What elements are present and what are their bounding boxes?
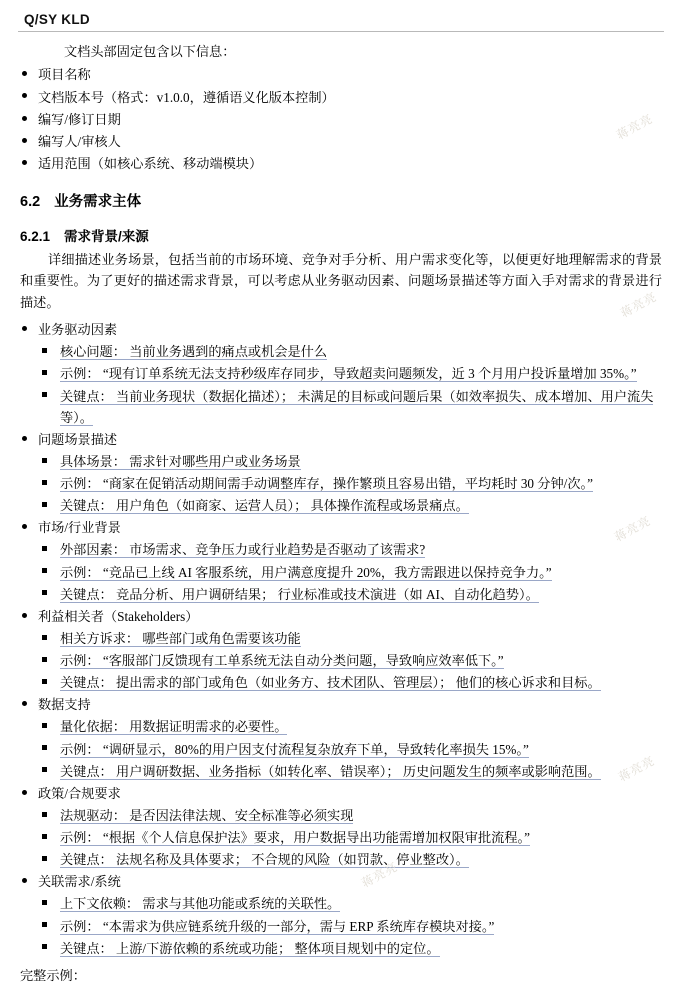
list-item bbox=[18, 319, 664, 428]
group-label: 关联需求/系统 bbox=[38, 874, 121, 890]
list-item-label: 外部因素： 市场需求、竞争压力或行业趋势是否驱动了该需求? bbox=[60, 542, 426, 558]
list-item bbox=[38, 827, 664, 848]
bullet-square-icon bbox=[42, 679, 47, 684]
document-header-title: Q/SY KLD bbox=[24, 12, 90, 27]
list-item bbox=[38, 916, 664, 937]
body-paragraph: 详细描述业务场景，包括当前的市场环境、竞争对手分析、用户需求变化等，以便更好地理解需求的背景和重要性。为了更好的描述需求背景，可以考虑从业务驱动因素、问题场景描述等方面入手对需求的背景进行描述。 bbox=[20, 252, 662, 310]
list-item-label: 关键点： 当前业务现状（数据化描述）； 未满足的目标或问题后果（如效率损失、成本增加、用户流失等）。 bbox=[60, 388, 654, 425]
list-item bbox=[18, 783, 664, 871]
bullet-square-icon bbox=[42, 900, 47, 905]
list-item bbox=[38, 893, 664, 914]
list-item bbox=[38, 739, 664, 760]
list-item bbox=[18, 87, 664, 108]
list-item-label: 法规驱动： 是否因法律法规、安全标准等必须实现 bbox=[60, 807, 354, 823]
bullet-square-icon bbox=[42, 812, 47, 817]
list-item bbox=[38, 672, 664, 693]
list-item-label: 关键点： 上游/下游依赖的系统或功能； 整体项目规划中的定位。 bbox=[60, 940, 440, 956]
bullet-square-icon bbox=[42, 745, 47, 750]
subsection-heading bbox=[20, 225, 664, 245]
list-item-label: 示例： “调研显示，80%的用户因支付流程复杂放弃下单，导致转化率损失 15%。” bbox=[60, 741, 529, 757]
bullet-square-icon bbox=[42, 834, 47, 839]
bullet-square-icon bbox=[42, 348, 47, 353]
list-item bbox=[38, 495, 664, 516]
group-label: 利益相关者（Stakeholders） bbox=[38, 608, 199, 624]
group-label: 问题场景描述 bbox=[38, 431, 118, 447]
list-item bbox=[18, 109, 664, 130]
list-item-label: 关键点： 竞品分析、用户调研结果； 行业标准或技术演进（如 AI、自动化趋势）。 bbox=[60, 586, 539, 602]
watermark: 蒋亮亮 bbox=[616, 753, 658, 785]
list-item bbox=[18, 64, 664, 85]
list-item-label: 示例： “现有订单系统无法支持秒级库存同步，导致超卖问题频发，近 3 个月用户投诉量增加 35%。” bbox=[60, 366, 637, 382]
group-label: 业务驱动因素 bbox=[38, 322, 118, 338]
bullet-square-icon bbox=[42, 856, 47, 861]
list-item-label: 示例： “根据《个人信息保护法》要求，用户数据导出功能需增加权限审批流程。” bbox=[60, 830, 530, 846]
list-item-label: 关键点： 法规名称及具体要求； 不合规的风险（如罚款、停业整改）。 bbox=[60, 852, 469, 868]
list-item-label: 关键点： 提出需求的部门或角色（如业务方、技术团队、管理层）； 他们的核心诉求和目标。 bbox=[60, 675, 601, 691]
watermark: 蒋亮亮 bbox=[612, 513, 654, 545]
section-title: 业务需求主体 bbox=[54, 194, 142, 211]
bullet-square-icon bbox=[42, 392, 47, 397]
list-item-label: 项目名称 bbox=[38, 67, 91, 83]
list-item bbox=[38, 386, 664, 428]
list-item bbox=[38, 938, 664, 959]
bullet-dot-icon bbox=[22, 160, 27, 165]
list-item-label: 适用范围（如核心系统、移动端模块） bbox=[38, 155, 263, 171]
subsection-number: 6.2.1 bbox=[20, 229, 51, 245]
list-item-label: 量化依据： 用数据证明需求的必要性。 bbox=[60, 719, 288, 735]
list-item bbox=[18, 606, 664, 694]
list-item bbox=[18, 153, 664, 174]
bullet-square-icon bbox=[42, 480, 47, 485]
list-item bbox=[38, 451, 664, 472]
watermark: 蒋亮亮 bbox=[359, 859, 401, 891]
bullet-dot-icon bbox=[22, 116, 27, 121]
group-sub-list bbox=[38, 805, 664, 870]
group-sub-list bbox=[38, 341, 664, 428]
group-label: 政策/合规要求 bbox=[38, 785, 121, 801]
list-item-label: 关键点： 用户角色（如商家、运营人员）； 具体操作流程或场景痛点。 bbox=[60, 498, 469, 514]
list-item-label: 编写人/审核人 bbox=[38, 133, 121, 149]
list-item bbox=[38, 584, 664, 605]
group-sub-list bbox=[38, 628, 664, 693]
list-item-label: 文档版本号（格式：v1.0.0，遵循语义化版本控制） bbox=[38, 89, 335, 105]
list-item bbox=[38, 650, 664, 671]
list-item bbox=[38, 473, 664, 494]
list-item bbox=[38, 341, 664, 362]
list-item bbox=[38, 805, 664, 826]
list-item bbox=[38, 849, 664, 870]
list-item bbox=[18, 429, 664, 517]
list-item bbox=[38, 761, 664, 782]
group-label: 市场/行业背景 bbox=[38, 520, 121, 536]
bullet-square-icon bbox=[42, 657, 47, 662]
list-item bbox=[38, 539, 664, 560]
group-sub-list bbox=[38, 893, 664, 958]
bullet-dot-icon bbox=[22, 138, 27, 143]
list-item-label: 示例： “本需求为供应链系统升级的一部分，需与 ERP 系统库存模块对接。” bbox=[60, 918, 495, 934]
bullet-square-icon bbox=[42, 502, 47, 507]
intro-line: 文档头部固定包含以下信息： bbox=[64, 44, 236, 59]
bullet-dot-icon bbox=[22, 93, 27, 98]
bullet-dot-icon bbox=[22, 790, 27, 795]
list-item-label: 上下文依赖： 需求与其他功能或系统的关联性。 bbox=[60, 896, 341, 912]
list-item bbox=[18, 694, 664, 782]
list-item bbox=[18, 131, 664, 152]
bullet-square-icon bbox=[42, 458, 47, 463]
bullet-square-icon bbox=[42, 635, 47, 640]
list-item-label: 具体场景： 需求针对哪些用户或业务场景 bbox=[60, 453, 301, 469]
document-header-items bbox=[18, 64, 664, 174]
bullet-square-icon bbox=[42, 723, 47, 728]
header-divider bbox=[18, 31, 664, 32]
bullet-square-icon bbox=[42, 922, 47, 927]
bullet-square-icon bbox=[42, 546, 47, 551]
subsection-title: 需求背景/来源 bbox=[64, 229, 149, 245]
bullet-dot-icon bbox=[22, 71, 27, 76]
bullet-dot-icon bbox=[22, 701, 27, 706]
watermark: 蒋亮亮 bbox=[618, 289, 660, 321]
list-item bbox=[38, 562, 664, 583]
bullet-dot-icon bbox=[22, 326, 27, 331]
list-item bbox=[38, 716, 664, 737]
list-item-label: 相关方诉求： 哪些部门或角色需要该功能 bbox=[60, 630, 301, 646]
list-item bbox=[18, 871, 664, 959]
list-item-label: 核心问题： 当前业务遇到的痛点或机会是什么 bbox=[60, 344, 328, 360]
group-sub-list bbox=[38, 539, 664, 604]
bullet-dot-icon bbox=[22, 613, 27, 618]
requirement-groups bbox=[18, 319, 664, 959]
bullet-dot-icon bbox=[22, 878, 27, 883]
bullet-dot-icon bbox=[22, 524, 27, 529]
section-heading bbox=[20, 190, 664, 211]
section-number: 6.2 bbox=[20, 194, 41, 211]
list-item-label: 示例： “客服部门反馈现有工单系统无法自动分类问题，导致响应效率低下。” bbox=[60, 653, 504, 669]
watermark: 蒋亮亮 bbox=[614, 111, 656, 143]
bullet-square-icon bbox=[42, 944, 47, 949]
list-item-label: 关键点： 用户调研数据、业务指标（如转化率、错误率）； 历史问题发生的频率或影响范围。 bbox=[60, 763, 601, 779]
list-item bbox=[38, 363, 664, 384]
list-item-label: 示例： “竞品已上线 AI 客服系统，用户满意度提升 20%，我方需跟进以保持竞争力。” bbox=[60, 564, 552, 580]
bullet-square-icon bbox=[42, 590, 47, 595]
list-item bbox=[18, 517, 664, 605]
list-item-label: 示例： “商家在促销活动期间需手动调整库存，操作繁琐且容易出错，平均耗时 30 分钟/次。” bbox=[60, 476, 593, 492]
bullet-square-icon bbox=[42, 568, 47, 573]
group-sub-list bbox=[38, 716, 664, 781]
bullet-square-icon bbox=[42, 767, 47, 772]
bullet-dot-icon bbox=[22, 436, 27, 441]
list-item-label: 编写/修订日期 bbox=[38, 111, 121, 127]
list-item bbox=[38, 628, 664, 649]
footer-line: 完整示例： bbox=[20, 967, 86, 983]
group-label: 数据支持 bbox=[38, 697, 91, 713]
bullet-square-icon bbox=[42, 370, 47, 375]
group-sub-list bbox=[38, 451, 664, 516]
